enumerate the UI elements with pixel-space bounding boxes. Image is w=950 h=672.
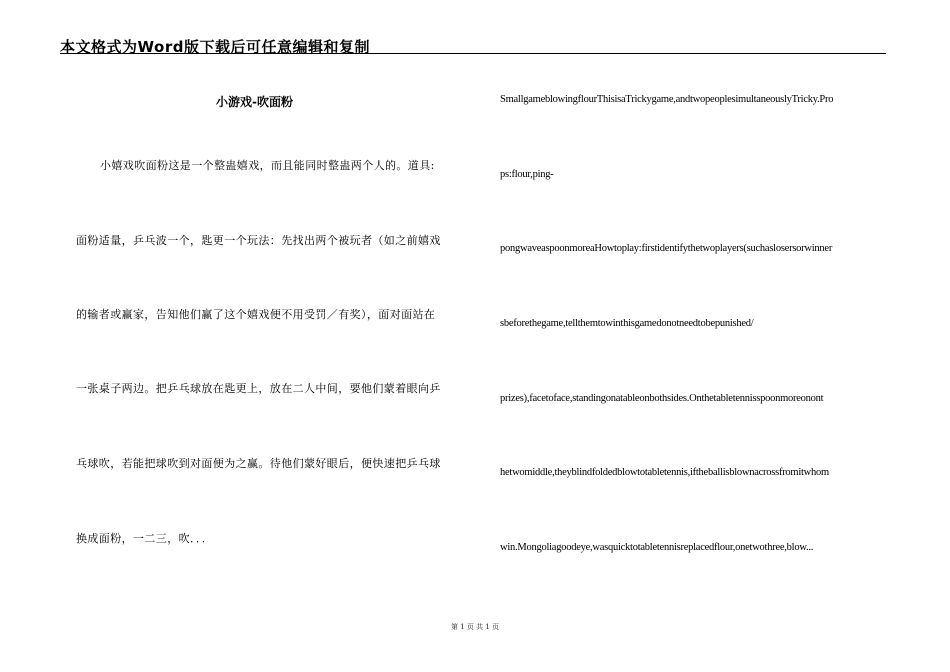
chinese-line: 小嬉戏吹面粉这是一个整蛊嬉戏，而且能同时整蛊两个人的。道具: <box>100 159 435 172</box>
chinese-line: 乓球吹，若能把球吹到对面便为之赢。待他们蒙好眼后，便快速把乒乓球 <box>76 457 441 470</box>
chinese-line: 一张桌子两边。把乒乓球放在匙更上，放在二人中间，要他们蒙着眼向乒 <box>76 382 441 395</box>
chinese-line: 换成面粉，一二三，吹．．． <box>76 532 214 545</box>
english-line: SmallgameblowingflourThisisaTrickygame,andtwopeoplesimultaneouslyTricky.Pro <box>500 94 834 105</box>
chinese-line: 的输者或赢家，告知他们赢了这个嬉戏便不用受罚／有奖），面对面站在 <box>76 308 436 321</box>
english-line: sbeforethegame,tellthemtowinthisgamedonotneedtobepunished/ <box>500 318 754 329</box>
english-line: win.Mongoliagoodeye,wasquicktotabletennisreplacedflour,onetwothree,blow... <box>500 542 814 553</box>
english-line: ps:flour,ping- <box>500 169 554 180</box>
page-number: 第 1 页 共 1 页 <box>450 623 500 631</box>
document-title: 小游戏-吹面粉 <box>216 95 293 109</box>
english-line: prizes),facetoface,standingonatableonbothsides.Onthetabletennisspoonmoreonont <box>500 393 824 404</box>
english-line: hetwomiddle,theyblindfoldedblowtotabletennis,iftheballisblownacrossfromitwhom <box>500 467 829 478</box>
header-divider <box>60 53 886 54</box>
english-line: pongwaveaspoonmoreaHowtoplay:firstidentifythetwoplayers(suchaslosersorwinner <box>500 243 833 254</box>
chinese-line: 面粉适量，乒乓波一个，匙更一个玩法：先找出两个被玩者（如之前嬉戏 <box>76 234 441 247</box>
document-header: 本文格式为Word版下载后可任意编辑和复制 <box>60 38 370 56</box>
